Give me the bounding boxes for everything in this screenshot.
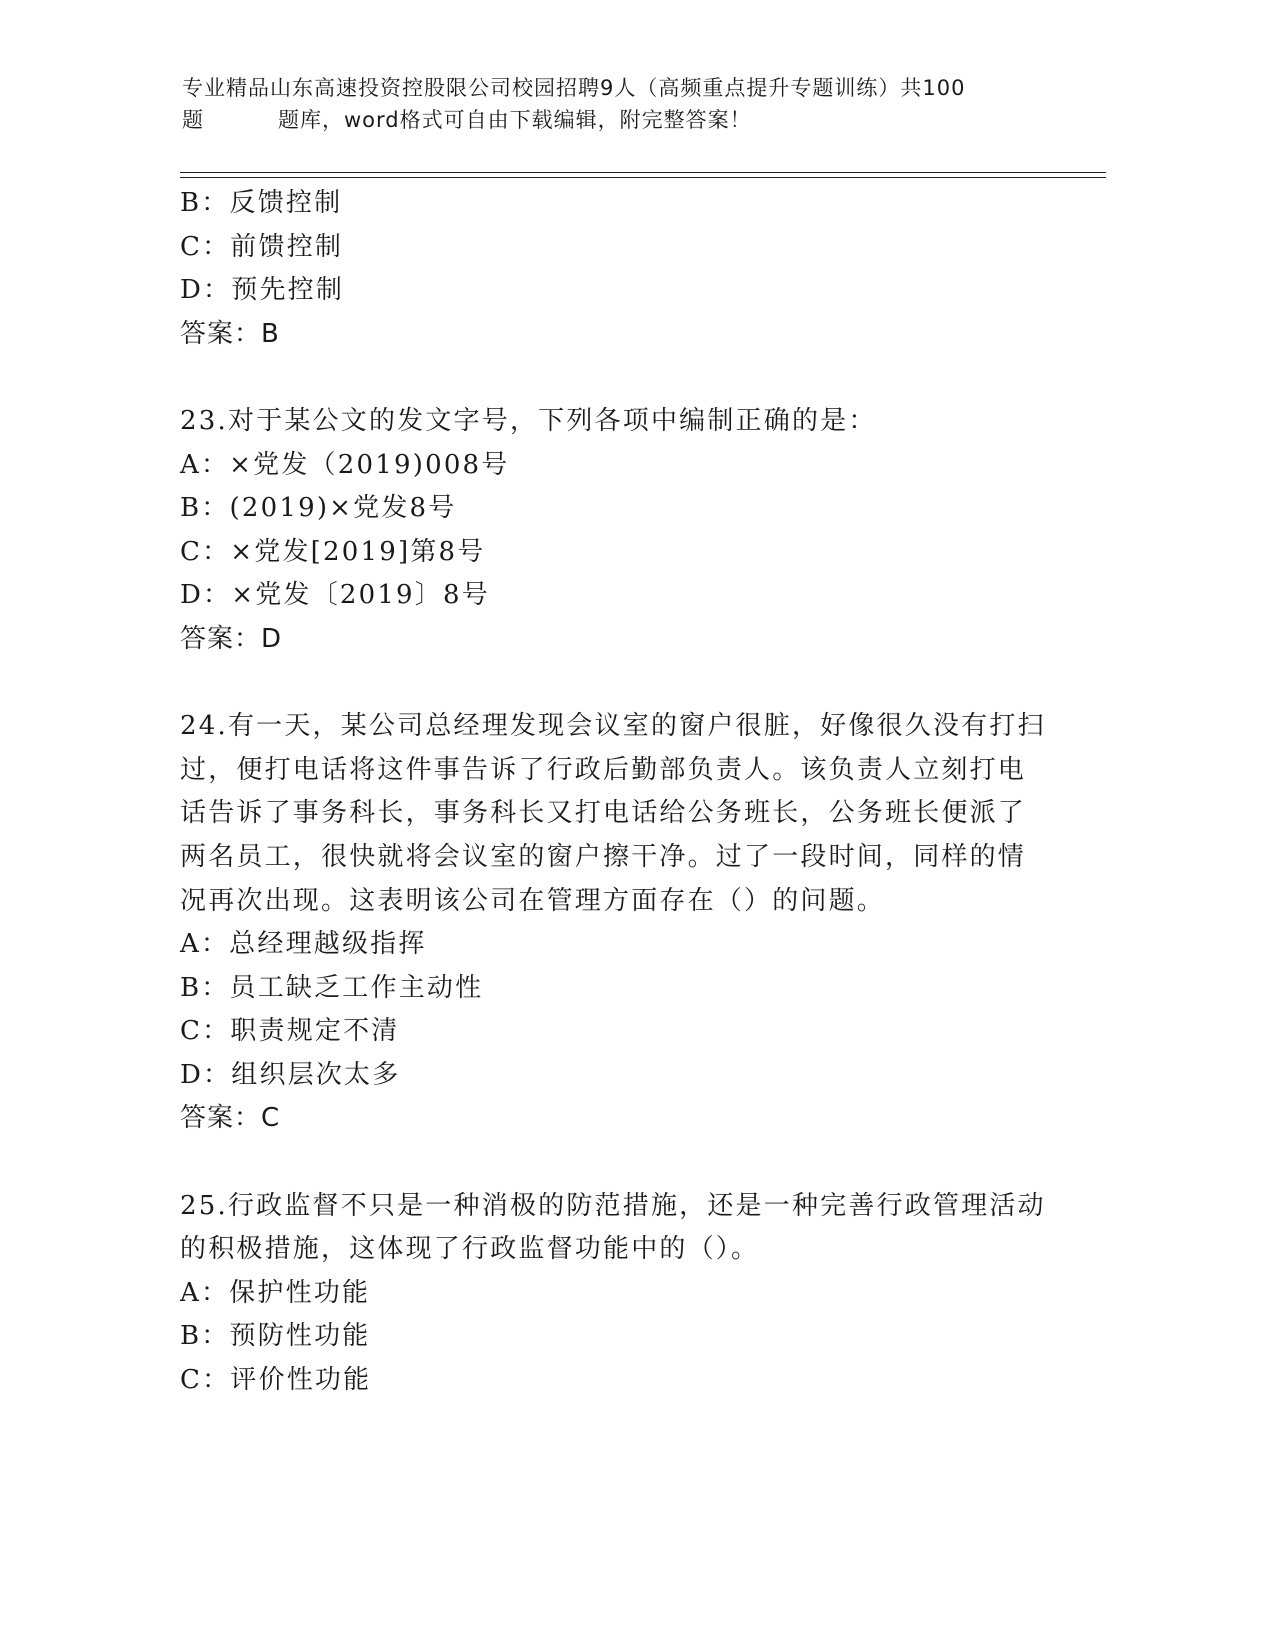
spacer: [180, 356, 1110, 400]
option-c: C：评价性功能: [180, 1365, 372, 1396]
question-stem-line: 过，便打电话将这件事告诉了行政后勤部负责人。该负责人立刻打电: [180, 754, 1027, 785]
option-b: B：预防性功能: [180, 1321, 371, 1352]
question-24: [180, 705, 1110, 1141]
question-stem-line: 24.有一天，某公司总经理发现会议室的窗户很脏，好像很久没有打扫: [180, 711, 1046, 742]
header-title-line1: 专业精品山东高速投资控股限公司校园招聘9人（高频重点提升专题训练）共100: [182, 76, 966, 100]
option-b: B：反馈控制: [180, 188, 343, 218]
document-header: [182, 72, 1102, 136]
option-b: B：(2019)×党发8号: [180, 493, 457, 524]
option-a: A：总经理越级指挥: [180, 929, 427, 960]
question-25: [180, 1185, 1110, 1403]
option-b: B：员工缺乏工作主动性: [180, 972, 484, 1003]
question-stem-line: 两名员工，很快就将会议室的窗户擦干净。过了一段时间，同样的情: [180, 841, 1027, 872]
option-d: D：×党发〔2019〕8号: [180, 580, 490, 611]
header-title-line2-rest: 题库，word格式可自由下载编辑，附完整答案！: [278, 108, 752, 132]
option-c: C：职责规定不清: [180, 1016, 400, 1047]
option-c: C：前馈控制: [180, 231, 344, 262]
question-stem-line: 的积极措施，这体现了行政监督功能中的（）。: [180, 1234, 760, 1265]
question-stem-line: 话告诉了事务科长，事务科长又打电话给公务班长，公务班长便派了: [180, 798, 1027, 829]
answer-line: 答案：D: [180, 623, 283, 654]
question-stem-line: 况再次出现。这表明该公司在管理方面存在（）的问题。: [180, 885, 886, 916]
question-stem: 23.对于某公文的发文字号，下列各项中编制正确的是：: [180, 405, 877, 436]
option-d: D：预先控制: [180, 275, 345, 306]
header-title-line2: [182, 104, 1102, 136]
answer-line: 答案：B: [180, 318, 280, 349]
option-c: C：×党发[2019]第8号: [180, 536, 486, 567]
document-body: [180, 182, 1110, 1403]
answer-line: 答案：C: [180, 1103, 281, 1134]
header-divider-bottom: [180, 177, 1106, 178]
option-a: A：×党发（2019)008号: [180, 449, 510, 480]
option-d: D：组织层次太多: [180, 1059, 401, 1090]
option-a: A：保护性功能: [180, 1277, 371, 1308]
spacer: [180, 1141, 1110, 1185]
spacer: [180, 662, 1110, 706]
question-22-continued: [180, 182, 1110, 356]
header-divider-top: [180, 172, 1106, 173]
header-title-line2-head: 题: [182, 108, 204, 132]
question-stem-line: 25.行政监督不只是一种消极的防范措施，还是一种完善行政管理活动: [180, 1190, 1046, 1221]
question-23: [180, 400, 1110, 662]
